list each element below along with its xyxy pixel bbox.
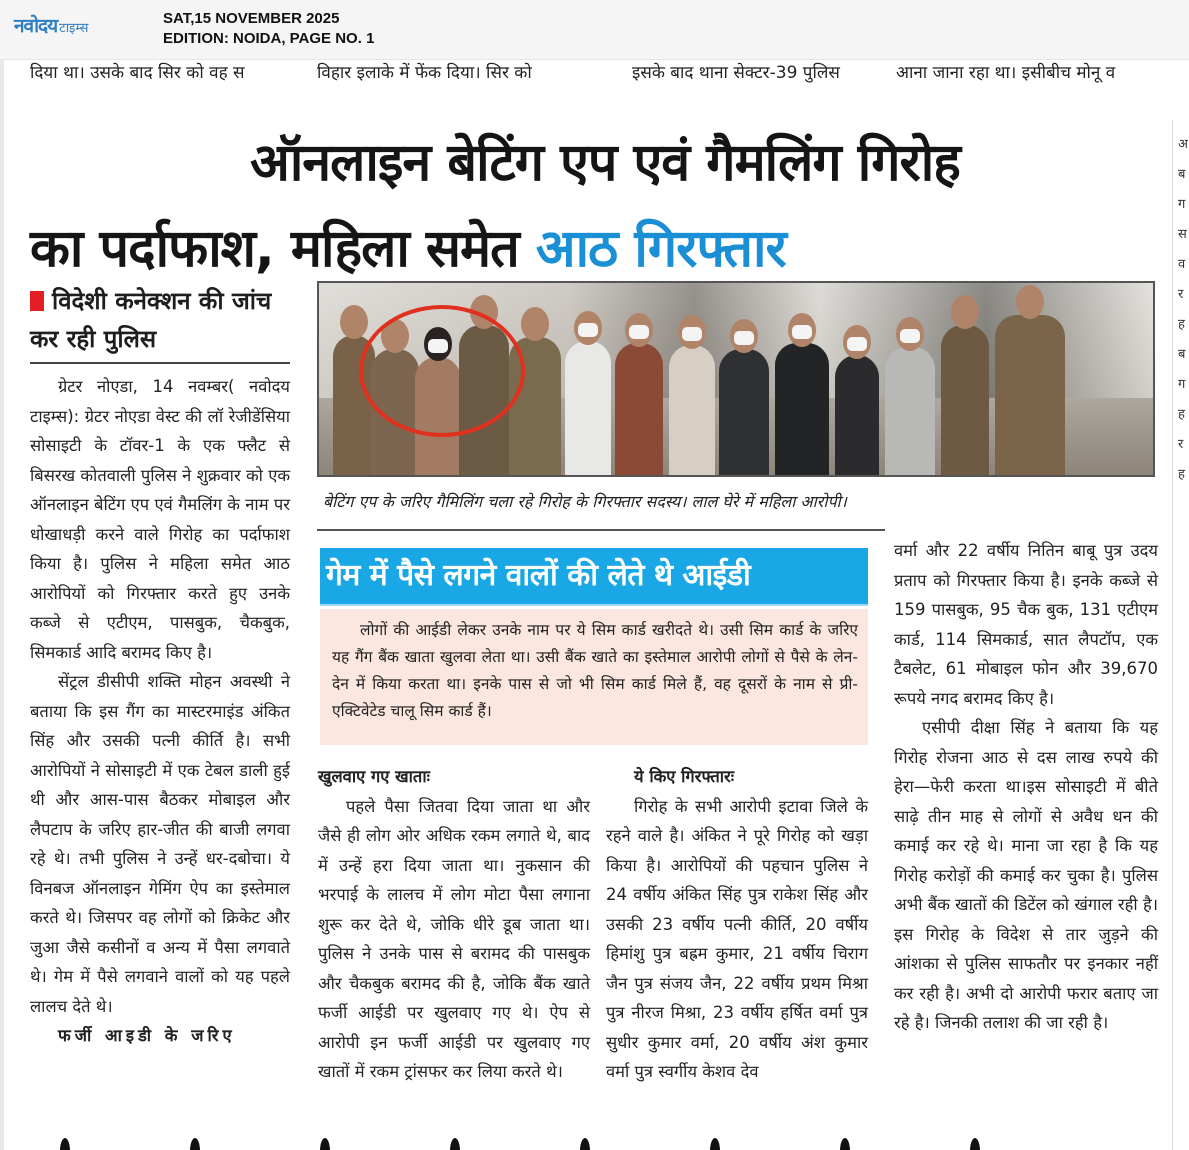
headline-line-1: ऑनलाइन बेटिंग एप एवं गैमलिंग गिरोह bbox=[250, 133, 960, 193]
box-title-banner: गेम में पैसे लगने वालों की लेते थे आईडी bbox=[320, 548, 868, 604]
photo-person bbox=[565, 341, 611, 475]
headline-line-2 bbox=[30, 206, 1160, 292]
column-3-heading: ये किए गिरफ्तारः bbox=[634, 767, 735, 786]
photo-person bbox=[615, 343, 663, 475]
edition-info bbox=[163, 9, 374, 49]
logo-main-text: नवोदय bbox=[14, 15, 58, 37]
photo-person bbox=[995, 315, 1065, 475]
column-divider-right bbox=[1172, 120, 1173, 1150]
article-column-4 bbox=[894, 536, 1158, 1126]
column-2-text: पहले पैसा जितवा दिया जाता था और जैसे ही लोग ओर अधिक रकम लगाते थे, बाद में उन्हें हरा दिया जाता था। नुकसान की भरपाई के लालच में लोग मोटा पैसा लगाना शुरू कर देते थे, जोकि धीरे डूब जाता था। पुलिस ने उनके पास से बरामद की पासबुक और चैकबुक बरामद की है, जोकि बैंक खाते फर्जी आईडी पर खुलवाए गए थे। ऐप से आरोपी इन फर्जी आईडी पर खुलवाए गए खातों में रकम ट्रांसफर कर लिया करते थे। bbox=[318, 796, 590, 1081]
next-headline-fragment bbox=[60, 1138, 1180, 1150]
newspaper-page bbox=[0, 60, 1189, 1150]
column-4-paragraph: एसीपी दीक्षा सिंह ने बताया कि यह गिरोह रोजना आठ से दस लाख रुपये की हेरा—फेरी करता था।इस सोसाइटी में बीते साढ़े तीन माह से लोगों से अवैध धन की कमाई कर रहे थे। माना जा रहा है कि यह गिरोह करोड़ों की कमाई कर चुका है। पुलिस अभी बैंक खातों की डिटेंल को खंगाल रही है।इस गिरोह के विदेश से तार जुड़ने की आंशका से पुलिस साफतौर पर इनकार नहीं कर रही है। अभी दो आरोपी फरार बताए जा रहे है। जिनकी तलाश की जा रही है। bbox=[894, 718, 1158, 1032]
banner-underline bbox=[320, 604, 868, 606]
article-column-2 bbox=[318, 762, 590, 1122]
logo-sub-text: टाइम्स bbox=[59, 21, 89, 36]
prev-article-snippet-2: विहार इलाके में फेंक दिया। सिर को bbox=[317, 63, 532, 83]
date-line: SAT,15 NOVEMBER 2025 bbox=[163, 10, 340, 27]
photo-person bbox=[885, 347, 935, 475]
photo-person bbox=[941, 325, 989, 475]
newspaper-logo[interactable] bbox=[14, 12, 88, 38]
red-circle-highlight bbox=[359, 305, 525, 437]
next-article-edge-fragment: अ ब ग स व र ह ब ग ह र ह bbox=[1178, 137, 1188, 482]
prev-article-snippet-3: इसके बाद थाना सेक्टर-39 पुलिस bbox=[632, 63, 840, 83]
caption-divider bbox=[317, 529, 885, 531]
red-square-bullet-icon bbox=[30, 291, 44, 311]
headline-line-2-text: का पर्दाफाश, महिला समेत bbox=[30, 219, 536, 279]
edition-line: EDITION: NOIDA, PAGE NO. 1 bbox=[163, 30, 375, 47]
photo-person bbox=[719, 349, 769, 475]
column-1-subheading: फर्जी आइडी के जरिए bbox=[58, 1026, 236, 1045]
column-2-heading: खुलवाए गए खाताः bbox=[318, 767, 430, 786]
column-1-paragraph: सेंट्रल डीसीपी शक्ति मोहन अवस्थी ने बताया कि इस गैंग का मास्टरमाइंड अंकित सिंह और उसकी पत्नी कीर्ति है। सभी आरोपियों ने सोसाइटी में एक टेबल डाली हुई थी और आस-पास बैठकर मोबाइल और लैपटाप के जरिए हार-जीत की बाजी लगवा रहे थे। तभी पुलिस ने उन्हें धर-दबोचा। ये विनबज ऑनलाइन गेमिंग ऐप का इस्तेमाल करते थे। जिसपर वह लोगों को क्रिकेट और जुआ जैसे कसीनों व अन्य में पैसा लगवाते थे। गेम में पैसे लगवाने वालों को यह पहले लालच देते थे। bbox=[30, 672, 290, 1016]
article-subheadline bbox=[30, 282, 290, 358]
column-4-paragraph: वर्मा और 22 वर्षीय नितिन बाबू पुत्र उदय प्रताप को गिरफ्तार किया है। इनके कब्जे से 159 पासबुक, 95 चैक बुक, 131 एटीएम कार्ड, 114 सिमकार्ड, सात लैपटॉप, एक टैबलेट, 61 मोबाइल फोन और 39,670 रूपये नगद बरामद किए है। bbox=[894, 541, 1158, 708]
photo-person bbox=[775, 343, 829, 475]
article-column-3 bbox=[606, 762, 868, 1122]
photo-caption: बेटिंग एप के जरिए गैमिलिंग चला रहे गिरोह के गिरफ्तार सदस्य। लाल घेरे में महिला आरोपी। bbox=[323, 492, 847, 511]
highlight-box-text: लोगों की आईडी लेकर उनके नाम पर ये सिम कार्ड खरीदते थे। उसी सिम कार्ड के जरिए यह गैंग बैंक खाता खुलवा लेता था। उसी बैंक खाते का इस्तेमाल आरोपी लोगों से पैसे के लेन-देन में किया करता था। इनके पास से जो भी सिम कार्ड मिले हैं, वह दूसरों के नाम से प्री-एक्टिवेटेड चालू सिम कार्ड हैं। bbox=[332, 621, 858, 720]
subheadline-text: विदेशी कनेक्शन की जांच कर रही पुलिस bbox=[30, 287, 272, 353]
photo-person bbox=[669, 345, 715, 475]
subheadline-divider bbox=[30, 362, 290, 364]
epaper-header bbox=[0, 0, 1189, 60]
column-1-paragraph: ग्रेटर नोएडा, 14 नवम्बर( नवोदय टाइम्स): ग्रेटर नोएडा वेस्ट की लॉ रेजीडेंसिया सोसाइटी के टॉवर-1 के एक फ्लैट से बिसरख कोतवाली पुलिस ने शुक्रवार को एक ऑनलाइन बेटिंग एप एवं गैमलिंग के नाम पर धोखाधड़ी करने वाले गिरोह का पर्दाफाश किया है। पुलिस ने महिला समेत आठ आरोपियों को गिरफ्तार करते हुए उनके कब्जे से एटीएम, पासबुक, चैकबुक, सिमकार्ड आदि बरामद किए है। bbox=[30, 377, 290, 662]
headline-accent-text: आठ गिरफ्तार bbox=[535, 219, 786, 279]
article-headline bbox=[30, 120, 1160, 292]
prev-article-snippet-4: आना जाना रहा था। इसीबीच मोनू व bbox=[896, 63, 1116, 83]
column-3-text: गिरोह के सभी आरोपी इटावा जिले के रहने वाले है। अंकित ने पूरे गिरोह को खड़ा किया है। आरोपियों की पहचान पुलिस ने 24 वर्षीय अंकित सिंह पुत्र राकेश सिंह और उसकी 23 वर्षीय पत्नी कीर्ति, 20 वर्षीय हिमांशु पुत्र बह्रम कुमार, 21 वर्षीय चिराग जैन पुत्र संजय जैन, 22 वर्षीय प्रथम मिश्रा पुत्र नीरज मिश्रा, 23 वर्षीय हर्षित वर्मा पुत्र सुधीर कुमार वर्मा, 20 वर्षीय अंश कुमार वर्मा पुत्र स्वर्गीय केशव देव bbox=[606, 796, 868, 1081]
article-column-1 bbox=[30, 372, 290, 1132]
photo-person bbox=[835, 355, 879, 475]
prev-article-snippet-1: दिया था। उसके बाद सिर को वह स bbox=[30, 63, 245, 83]
highlight-box bbox=[320, 609, 868, 745]
article-photo[interactable] bbox=[317, 281, 1155, 477]
